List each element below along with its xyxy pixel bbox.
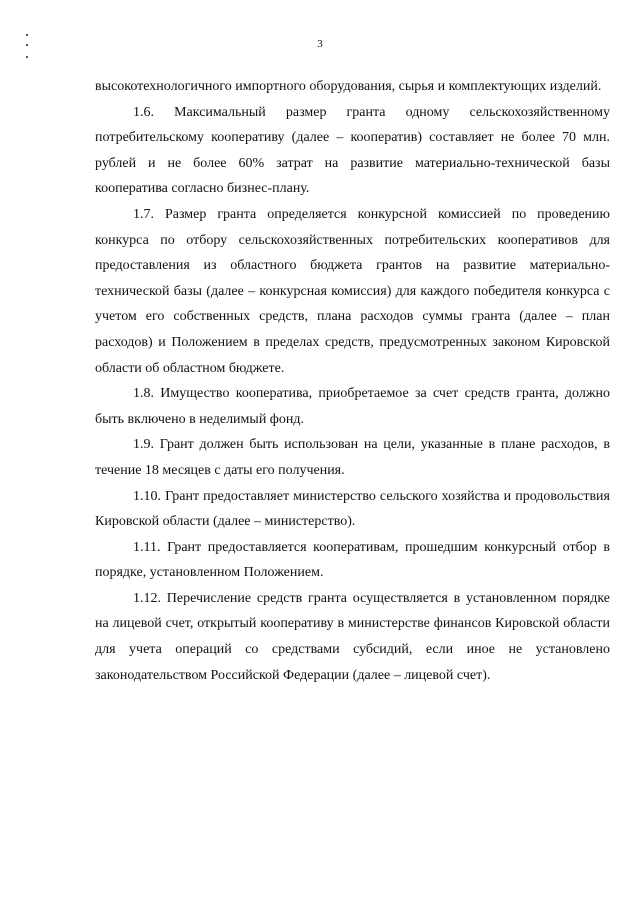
scan-artifact-mark [26, 44, 28, 46]
paragraph-1-12: 1.12. Перечисление средств гранта осуществляется в установленном порядке на лицевой счет, открытый кооперативу в министерстве финансов Кировской области для учета операций со средствами субсидий, если иное не установлено законодательством Российской Федерации (далее – лицевой счет). [95, 590, 610, 683]
paragraph-1-7: 1.7. Размер гранта определяется конкурсной комиссией по проведению конкурса по отбору сельскохозяйственных потребительских кооперативов для предоставления из областного бюджета грантов на развитие материально-технической базы (далее – конкурсная комиссия) для каждого победителя конкурса с учетом его собственных средств, плана расходов суммы гранта (далее – план расходов) и Положением в пределах средств, предусмотренных законом Кировской области об областном бюджете. [95, 206, 610, 376]
scan-artifact-mark [26, 56, 28, 58]
paragraph-1-6: 1.6. Максимальный размер гранта одному сельскохозяйственному потребительскому кооперативу (далее – кооператив) составляет не более 70 млн. рублей и не более 60% затрат на развитие материально-технической базы кооператива согласно бизнес-плану. [95, 104, 610, 197]
paragraph-continuation: высокотехнологичного импортного оборудования, сырья и комплектующих изделий. [95, 79, 602, 94]
paragraph-1-9: 1.9. Грант должен быть использован на цели, указанные в плане расходов, в течение 18 месяцев с даты его получения. [95, 437, 610, 478]
page-number: 3 [317, 38, 323, 50]
scan-artifact-mark [26, 34, 28, 36]
paragraph-1-8: 1.8. Имущество кооператива, приобретаемое за счет средств гранта, должно быть включено в неделимый фонд. [95, 386, 610, 427]
paragraph-1-10: 1.10. Грант предоставляет министерство сельского хозяйства и продовольствия Кировской области (далее – министерство). [95, 488, 610, 530]
document-body [95, 74, 610, 688]
paragraph-1-11: 1.11. Грант предоставляется кооперативам, прошедшим конкурсный отбор в порядке, установленном Положением. [95, 539, 610, 581]
